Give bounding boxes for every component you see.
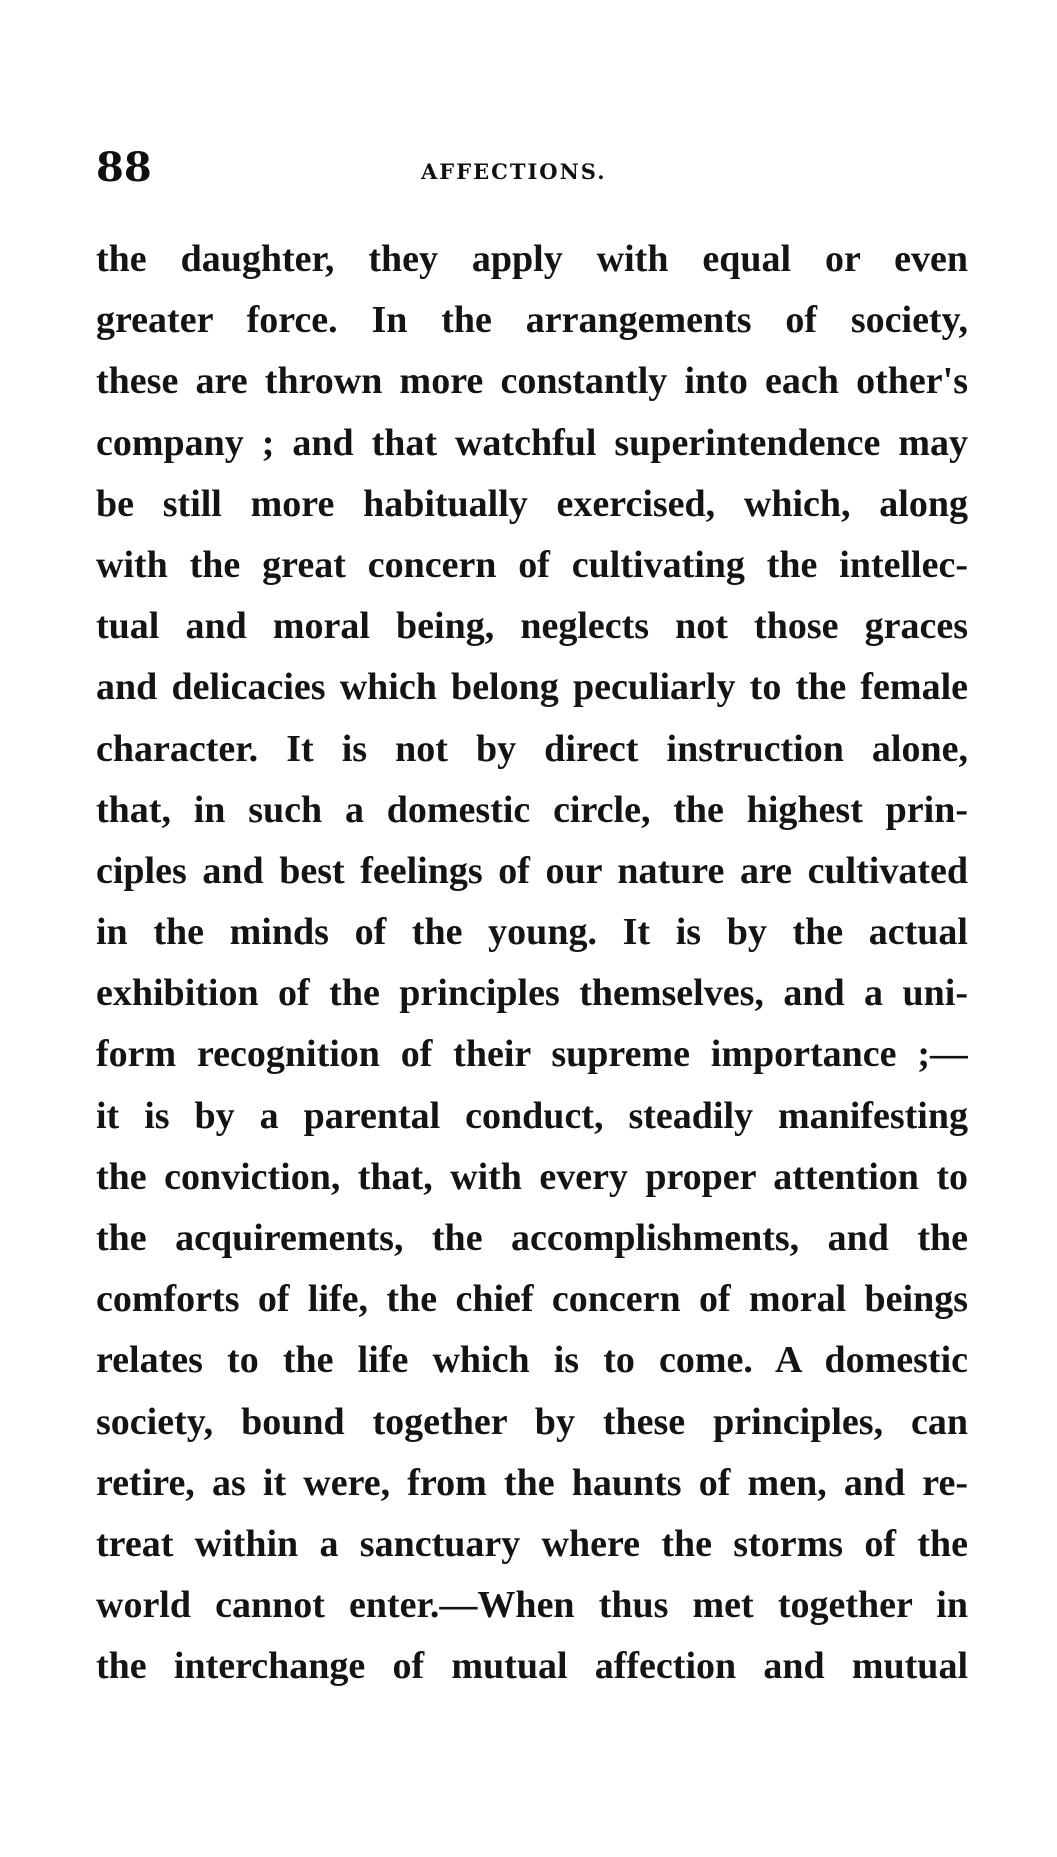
text-line: treat within a sanctuary where the storms of the — [96, 1522, 968, 1565]
text-line: in the minds of the young. It is by the actual — [96, 911, 968, 954]
text-line: the conviction, that, with every proper attention to — [96, 1155, 968, 1198]
text-line: retire, as it were, from the haunts of men, and re- — [96, 1461, 968, 1504]
text-line: tual and moral being, neglects not those graces — [96, 605, 968, 648]
text-line: form recognition of their supreme importance ;— — [96, 1033, 968, 1076]
page-header — [96, 144, 976, 198]
text-line: and delicacies which belong peculiarly to the female — [96, 666, 968, 709]
text-line: the daughter, they apply with equal or even — [96, 238, 968, 280]
text-line: with the great concern of cultivating the intellec- — [96, 543, 968, 586]
text-line: character. It is not by direct instruction alone, — [96, 727, 968, 770]
body-text — [96, 229, 968, 1698]
text-line: company ; and that watchful superintendence may — [96, 421, 968, 464]
text-line: the interchange of mutual affection and mutual — [96, 1645, 968, 1688]
text-line: these are thrown more constantly into each other's — [96, 360, 968, 403]
text-line: be still more habitually exercised, which, along — [96, 482, 968, 525]
text-line: exhibition of the principles themselves, and a uni- — [96, 972, 968, 1015]
text-line: society, bound together by these principles, can — [96, 1400, 968, 1443]
text-line: ciples and best feelings of our nature are cultivated — [96, 849, 968, 892]
text-line: it is by a parental conduct, steadily manifesting — [96, 1094, 968, 1137]
text-line: greater force. In the arrangements of society, — [96, 299, 968, 342]
running-head: AFFECTIONS. — [421, 159, 607, 184]
text-line: that, in such a domestic circle, the highest prin- — [96, 788, 968, 831]
text-line: relates to the life which is to come. A domestic — [96, 1339, 968, 1382]
text-line: comforts of life, the chief concern of moral beings — [96, 1278, 968, 1321]
page-number: 88 — [96, 144, 152, 191]
text-line: the acquirements, the accomplishments, and the — [96, 1217, 968, 1259]
text-line: world cannot enter.—When thus met together in — [96, 1584, 968, 1627]
